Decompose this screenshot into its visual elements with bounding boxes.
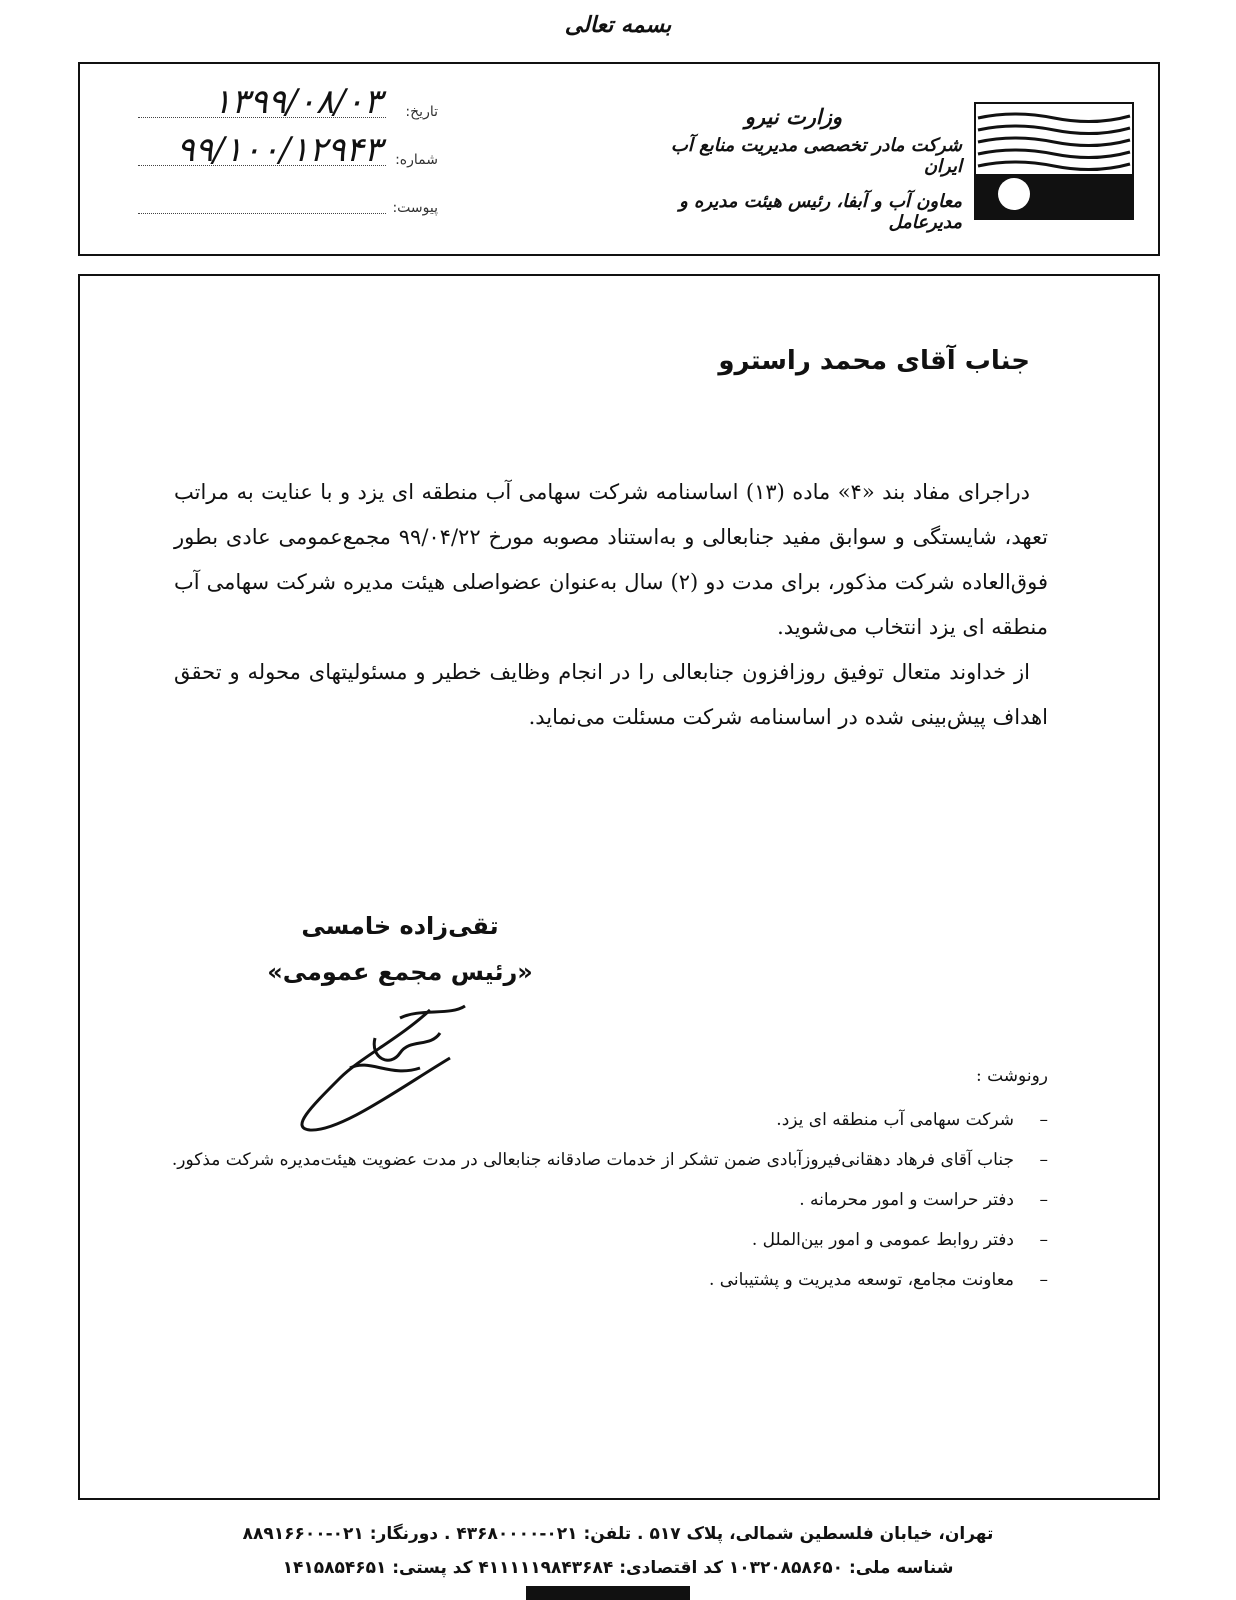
- date-value: ۱۳۹۹/۰۸/۰۳: [212, 82, 382, 122]
- footer-address: تهران، خیابان فلسطین شمالی، پلاک ۵۱۷ . تلفن: ۰۲۱-۴۳۶۸۰۰۰۰ . دورنگار: ۰۲۱-۸۸۹۱۶۶۰۰: [242, 1524, 994, 1544]
- blessing-heading: بسمه تعالی: [564, 12, 672, 38]
- number-label: شماره:: [395, 152, 438, 168]
- signer-title: «رئیس مجمع عمومی»: [267, 958, 533, 986]
- water-company-logo: [974, 102, 1134, 220]
- letterhead: [78, 62, 1160, 256]
- footer-tab: [526, 1586, 690, 1600]
- signer-block: [260, 912, 540, 986]
- cc-item: – دفتر حراست و امور محرمانه .: [136, 1180, 1048, 1220]
- letter-body-box: [78, 274, 1160, 1500]
- deputy-title: معاون آب و آبفا، رئیس هیئت مدیره و مدیرعامل: [679, 191, 962, 233]
- cc-title: رونوشت :: [975, 1066, 1048, 1086]
- number-value: ۹۹/۱۰۰/۱۲۹۴۳: [176, 130, 382, 170]
- signer-name: تقی‌زاده خامسی: [301, 912, 499, 940]
- letter-meta: [108, 82, 438, 226]
- attachment-line: [138, 213, 386, 214]
- date-label: تاریخ:: [405, 104, 438, 120]
- date-row: [108, 82, 438, 130]
- cc-item: – دفتر روابط عمومی و امور بین‌الملل .: [136, 1220, 1048, 1260]
- footer-ids: شناسه ملی: ۱۰۳۲۰۸۵۸۶۵۰ کد اقتصادی: ۴۱۱۱۱۱۹۸۴۳۶۸۴ کد پستی: ۱۴۱۵۸۵۴۶۵۱: [282, 1558, 954, 1578]
- cc-item: – شرکت سهامی آب منطقه ای یزد.: [136, 1100, 1048, 1140]
- organization-block: [632, 104, 962, 233]
- recipient-name: جناب آقای محمد راسترو: [718, 346, 1030, 376]
- number-row: [108, 130, 438, 178]
- attachment-label: پیوست:: [392, 200, 438, 216]
- body-paragraph: از خداوند متعال توفیق روزافزون جنابعالی را در انجام وظایف خطیر و مسئولیتهای محوله و تحقق اهداف پیش‌بینی شده در اساسنامه شرکت مسئلت می‌نماید.: [174, 660, 1048, 729]
- cc-item: – معاونت مجامع، توسعه مدیریت و پشتیبانی .: [136, 1260, 1048, 1300]
- ministry-name: وزارت نیرو: [744, 104, 842, 129]
- cc-item: – جناب آقای فرهاد دهقانی‌فیروزآبادی ضمن تشکر از خدمات صادقانه جنابعالی در مدت عضویت هیئت‌مدیره شرکت مذکور.: [136, 1140, 1048, 1180]
- attachment-row: [108, 178, 438, 226]
- letter-body: [174, 470, 1048, 740]
- company-name: شرکت مادر تخصصی مدیریت منابع آب ایران: [670, 135, 962, 177]
- cc-list: [136, 1066, 1048, 1300]
- body-paragraph: دراجرای مفاد بند «۴» ماده (۱۳) اساسنامه شرکت سهامی آب منطقه ای یزد و با عنایت به مراتب تعهد، شایستگی و سوابق مفید جنابعالی و به‌استناد مصوبه مورخ ۹۹/۰۴/۲۲ مجمع‌عمومی عادی بطور فوق‌العاده شرکت مذکور، برای مدت دو (۲) سال به‌عنوان عضواصلی هیئت مدیره شرکت سهامی آب منطقه ای یزد انتخاب می‌شوید.: [174, 480, 1048, 639]
